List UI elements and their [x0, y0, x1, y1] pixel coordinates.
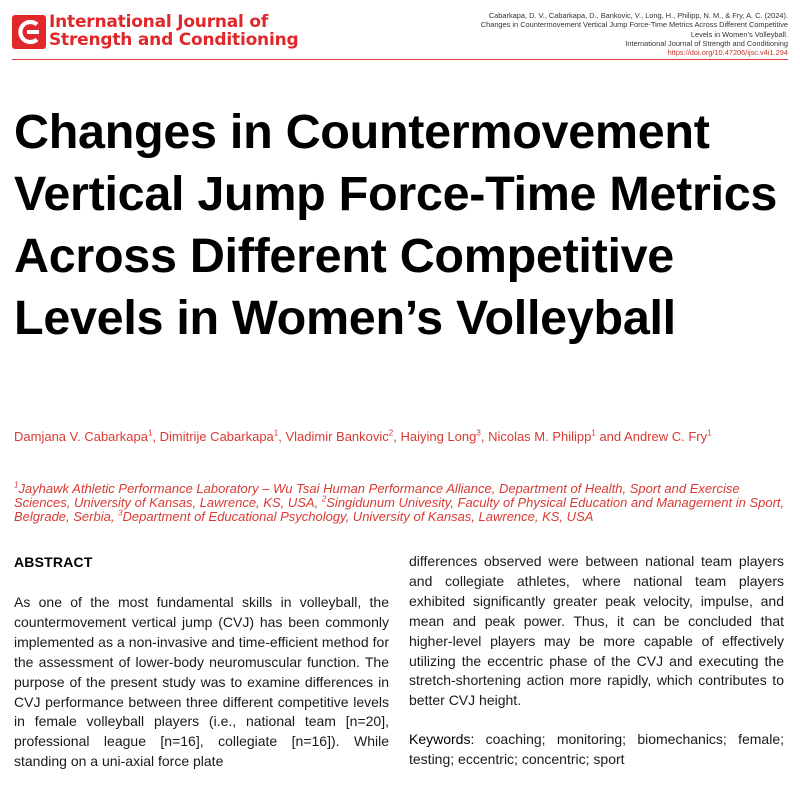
author-name: Haiying Long	[400, 429, 477, 444]
author-separator: ,	[278, 429, 286, 444]
journal-logo-icon	[12, 15, 46, 49]
author-affiliation-marker: 3	[476, 428, 481, 438]
affiliation-text: Jayhawk Athletic Performance Laboratory – Wu Tsai Human Performance Alliance, Department of Health, Sport and Exercise Sciences, University of Kansas, Lawrence, KS, USA,	[14, 481, 740, 510]
author-name: Andrew C. Fry	[624, 429, 708, 444]
keywords-block	[409, 730, 784, 770]
affiliation-number: 2	[321, 494, 327, 504]
author-affiliation-marker: 1	[147, 428, 153, 438]
citation-block	[428, 11, 788, 57]
author-affiliation-marker: 1	[591, 428, 596, 438]
header-divider	[12, 59, 788, 60]
abstract-column-right	[409, 552, 784, 770]
author-affiliation-marker: 2	[388, 428, 394, 438]
affiliation-text: Singidunum Univesity, Faculty of Physical Education and Management in Sport, Belgrade, Serbia,	[14, 495, 785, 524]
affiliation-text: Department of Educational Psychology, University of Kansas, Lawrence, KS, USA	[122, 509, 594, 524]
affiliation-list	[14, 482, 786, 524]
author-separator: ,	[480, 429, 489, 444]
abstract-paragraph-continued: differences observed were between national team players and collegiate athletes, where national team players exhibited significantly greater peak velocity, impulse, and mean and peak power. Thus, it can be concluded that higher-level players may be more capable of effectively utilizing the eccentric phase of the CVJ and executing the stretch-shortening action more rapidly, which contributes to better CVJ height.	[409, 553, 784, 709]
author-name: Nicolas M. Philipp	[488, 429, 592, 444]
author-affiliation-marker: 1	[273, 428, 279, 438]
author-separator: ,	[393, 429, 401, 444]
abstract-column-left	[14, 552, 389, 772]
abstract-heading: ABSTRACT	[14, 554, 93, 570]
journal-name	[49, 13, 298, 49]
journal-header	[12, 10, 788, 60]
author-name: Dimitrije Cabarkapa	[159, 429, 274, 444]
citation-line: Cabarkapa, D. V., Cabarkapa, D., Bankovic, V., Long, H., Philipp, N. M., & Fry, A. C. (2024).	[488, 11, 788, 20]
keywords-label: Keywords:	[409, 731, 475, 748]
keywords-text: coaching; monitoring; biomechanics; female; testing; eccentric; concentric; sport	[409, 731, 784, 768]
affiliation-number: 1	[14, 480, 19, 490]
citation-line: International Journal of Strength and Conditioning	[625, 38, 788, 48]
abstract-paragraph: As one of the most fundamental skills in volleyball, the countermovement vertical jump (CVJ) has been commonly implemented as a non-invasive and time-efficient method for the assessment of lower-body neuromuscular function. The purpose of the present study was to examine differences in CVJ performance between three different competitive levels in female volleyball players (i.e., national team [n=20], professional league [n=16], collegiate [n=16]). While standing on a uni-axial force plate	[14, 594, 389, 770]
journal-name-line-2: Strength and Conditioning	[49, 30, 299, 50]
journal-name-line-1: International Journal of	[49, 12, 269, 32]
author-list	[14, 428, 786, 446]
author-name: Vladimir Bankovic	[285, 429, 389, 444]
article-title: Changes in Countermovement Vertical Jump Force-Time Metrics Across Different Competitive Levels in Women’s Volleyball	[14, 105, 778, 345]
citation-line: Changes in Countermovement Vertical Jump Force-Time Metrics Across Different Competitive	[480, 20, 788, 30]
affiliation-number: 3	[118, 508, 123, 518]
citation-line: Levels in Women’s Volleyball.	[690, 29, 788, 39]
author-affiliation-marker: 1	[707, 428, 712, 438]
author-separator: and	[595, 429, 625, 444]
doi-link[interactable]: https://doi.org/10.47206/ijsc.v4i1.294	[667, 48, 788, 58]
author-name: Damjana V. Cabarkapa	[14, 429, 148, 444]
journal-logo[interactable]	[12, 12, 342, 58]
author-separator: ,	[152, 429, 160, 444]
